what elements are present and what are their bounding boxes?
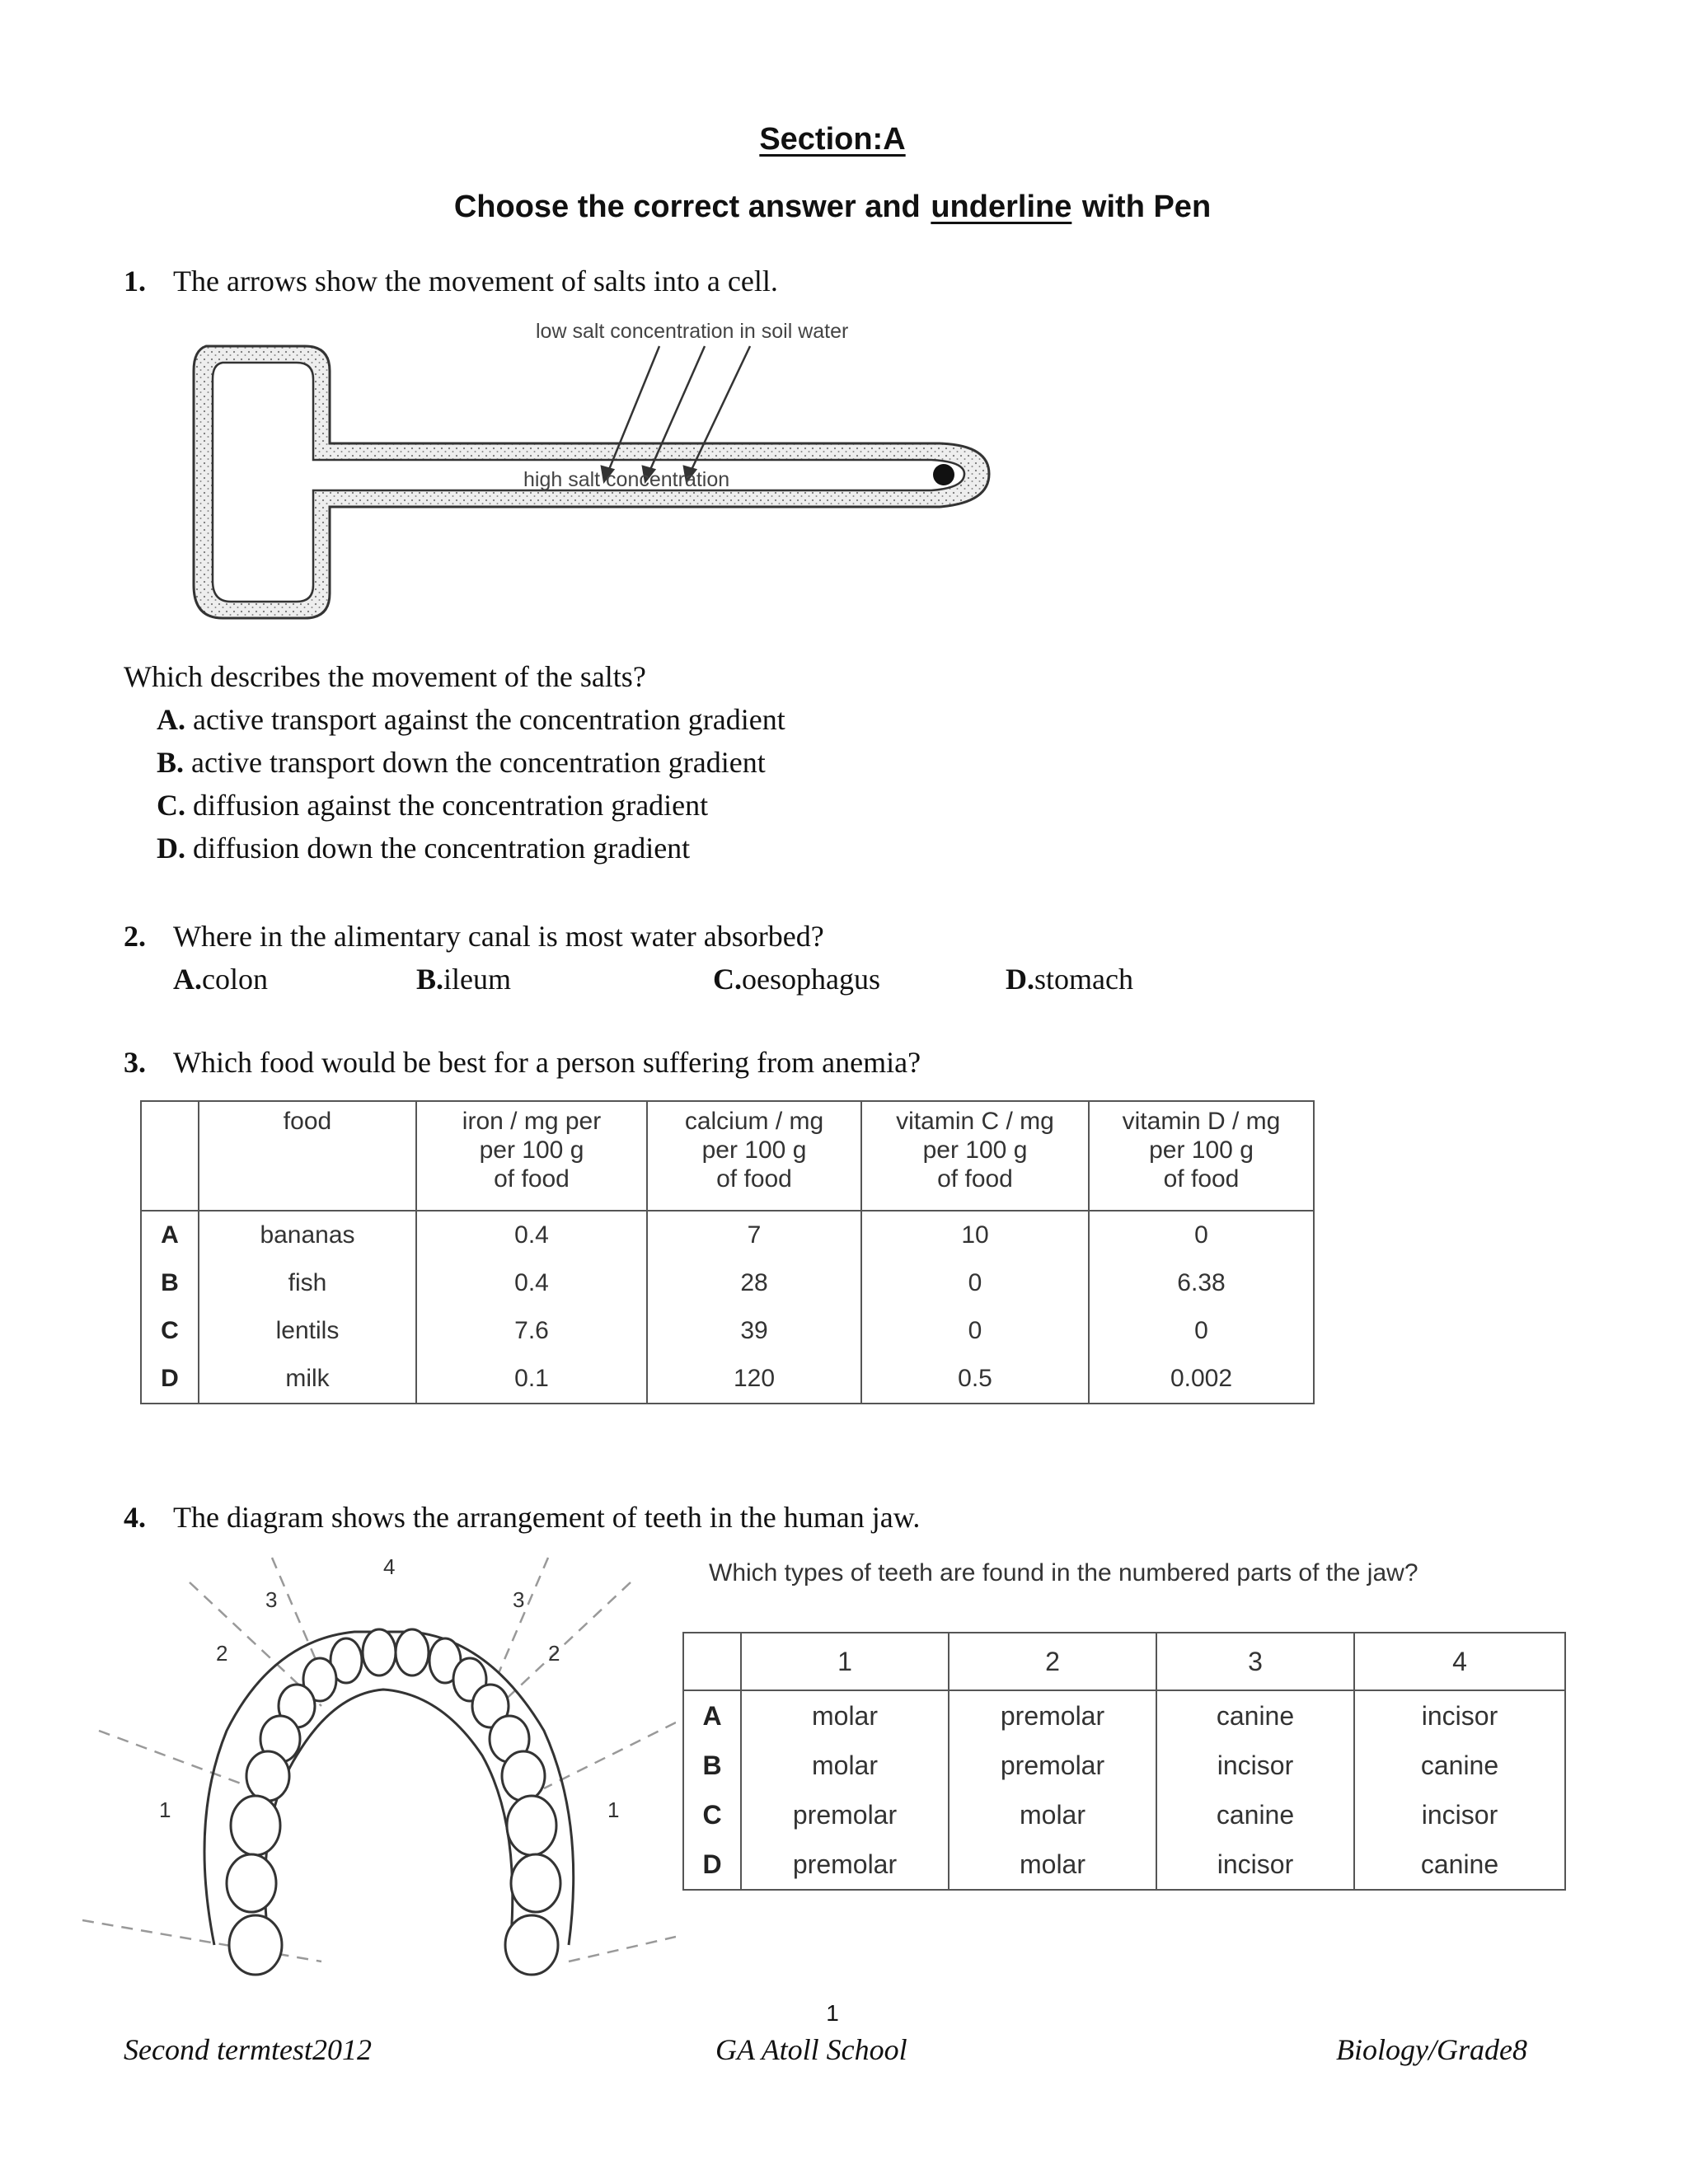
- table-row: [141, 1259, 1314, 1307]
- jaw-label-3-left: 3: [265, 1587, 278, 1612]
- q4-number: 4.: [124, 1501, 146, 1534]
- table-header-row: [683, 1633, 1565, 1690]
- table-row: [141, 1211, 1314, 1259]
- table-row: [683, 1790, 1565, 1840]
- q4-text: The diagram shows the arrangement of teeth in the human jaw.: [173, 1501, 921, 1534]
- table-cell: 0: [861, 1307, 1089, 1355]
- q1-option-a: [157, 702, 785, 737]
- header-cell: vitamin C / mg per 100 g of food: [861, 1101, 1089, 1211]
- q1-option-d: [157, 831, 690, 865]
- table-row: [141, 1307, 1314, 1355]
- row-label: C: [683, 1790, 741, 1840]
- table-cell: premolar: [949, 1690, 1156, 1741]
- header-cell: vitamin D / mg per 100 g of food: [1089, 1101, 1314, 1211]
- table-cell: 7: [647, 1211, 861, 1259]
- table-cell: premolar: [741, 1790, 949, 1840]
- header-cell: 3: [1156, 1633, 1354, 1690]
- header-cell: calcium / mg per 100 g of food: [647, 1101, 861, 1211]
- jaw-label-1-right: 1: [607, 1797, 620, 1822]
- table-cell: 7.6: [416, 1307, 647, 1355]
- table-cell: premolar: [741, 1840, 949, 1890]
- table-cell: canine: [1156, 1690, 1354, 1741]
- q2-option-b: [416, 962, 511, 996]
- option-letter: A.: [173, 963, 202, 996]
- q4-question: Which types of teeth are found in the numbered parts of the jaw?: [709, 1559, 1418, 1586]
- option-text: stomach: [1034, 963, 1133, 996]
- nutrition-table: [140, 1100, 1315, 1404]
- option-letter: C.: [713, 963, 742, 996]
- jaw-label-3-right: 3: [513, 1587, 525, 1612]
- table-row: [683, 1840, 1565, 1890]
- header-cell: [683, 1633, 741, 1690]
- table-cell: 10: [861, 1211, 1089, 1259]
- table-row: [683, 1741, 1565, 1790]
- table-cell: fish: [199, 1259, 416, 1307]
- option-text: diffusion against the concentration gradient: [185, 789, 709, 822]
- jaw-region-labels: [159, 1554, 619, 1822]
- header-cell: 1: [741, 1633, 949, 1690]
- q1-option-b: [157, 745, 766, 780]
- option-text: active transport against the concentration gradient: [185, 703, 785, 736]
- table-cell: incisor: [1354, 1690, 1565, 1741]
- option-letter: B.: [416, 963, 444, 996]
- table-cell: bananas: [199, 1211, 416, 1259]
- row-label: D: [141, 1355, 199, 1404]
- jaw-label-1-left: 1: [159, 1797, 171, 1822]
- section-title-text: Section:A: [759, 122, 906, 157]
- table-cell: incisor: [1156, 1840, 1354, 1890]
- table-cell: canine: [1156, 1790, 1354, 1840]
- q3-text: Which food would be best for a person suffering from anemia?: [173, 1046, 921, 1079]
- table-cell: 0.5: [861, 1355, 1089, 1404]
- q1-question: Which describes the movement of the salts?: [124, 660, 646, 693]
- row-label: D: [683, 1840, 741, 1890]
- q1-number: 1.: [124, 265, 146, 298]
- table-cell: milk: [199, 1355, 416, 1404]
- q1-option-c: [157, 788, 708, 823]
- q1-text: The arrows show the movement of salts into a cell.: [173, 265, 778, 298]
- header-cell: [199, 1101, 416, 1211]
- option-letter: D.: [1006, 963, 1034, 996]
- q2-stem: [124, 919, 824, 954]
- root-hair-cell-diagram: [173, 313, 1014, 635]
- table-cell: 28: [647, 1259, 861, 1307]
- human-jaw-diagram: [82, 1549, 676, 1978]
- table-header-row: [141, 1101, 1314, 1211]
- option-letter: B.: [157, 746, 185, 779]
- header-cell: iron / mg per per 100 g of food: [416, 1101, 647, 1211]
- option-letter: A.: [157, 703, 185, 736]
- table-cell: 0: [1089, 1307, 1314, 1355]
- nucleus: [933, 464, 954, 485]
- section-title: [0, 122, 1665, 157]
- table-cell: 39: [647, 1307, 861, 1355]
- option-text: diffusion down the concentration gradient: [185, 832, 691, 865]
- region-divider-lines: [82, 1558, 676, 1961]
- row-label: C: [141, 1307, 199, 1355]
- option-text: oesophagus: [742, 963, 880, 996]
- row-label: A: [141, 1211, 199, 1259]
- table-cell: 120: [647, 1355, 861, 1404]
- header-cell: [141, 1101, 199, 1211]
- instruction-suffix: with Pen: [1081, 190, 1212, 224]
- table-cell: 0: [861, 1259, 1089, 1307]
- table-cell: premolar: [949, 1741, 1156, 1790]
- jaw-label-2-left: 2: [216, 1641, 228, 1666]
- table-cell: 6.38: [1089, 1259, 1314, 1307]
- table-cell: canine: [1354, 1840, 1565, 1890]
- instruction-prefix: Choose the correct answer and: [453, 190, 921, 224]
- instruction-underlined: underline: [931, 190, 1072, 224]
- q2-option-c: [713, 962, 880, 996]
- header-cell: 2: [949, 1633, 1156, 1690]
- header-text: food: [283, 1108, 332, 1135]
- label-low-salt: low salt concentration in soil water: [536, 320, 849, 343]
- q2-option-d: [1006, 962, 1133, 996]
- row-label: A: [683, 1690, 741, 1741]
- option-text: ileum: [443, 963, 511, 996]
- q2-option-a: [173, 962, 268, 996]
- q2-text: Where in the alimentary canal is most water absorbed?: [173, 920, 824, 953]
- footer-right: Biology/Grade8: [1336, 2033, 1527, 2066]
- table-cell: 0.1: [416, 1355, 647, 1404]
- header-cell: 4: [1354, 1633, 1565, 1690]
- table-cell: incisor: [1156, 1741, 1354, 1790]
- option-text: active transport down the concentration gradient: [184, 746, 766, 779]
- jaw-label-4: 4: [383, 1554, 396, 1579]
- footer-left: Second termtest2012: [124, 2033, 372, 2066]
- option-letter: C.: [157, 789, 185, 822]
- row-label: B: [683, 1741, 741, 1790]
- jaw-label-2-right: 2: [548, 1641, 560, 1666]
- q3-number: 3.: [124, 1046, 146, 1079]
- option-text: colon: [202, 963, 268, 996]
- page-number: 1: [826, 2000, 839, 2026]
- q1-stem: [124, 264, 778, 298]
- table-cell: molar: [949, 1840, 1156, 1890]
- q2-number: 2.: [124, 920, 146, 953]
- row-label: B: [141, 1259, 199, 1307]
- instruction: [0, 190, 1665, 225]
- table-cell: 0.4: [416, 1259, 647, 1307]
- table-cell: 0.002: [1089, 1355, 1314, 1404]
- table-cell: 0.4: [416, 1211, 647, 1259]
- table-row: [141, 1355, 1314, 1404]
- table-cell: molar: [741, 1741, 949, 1790]
- table-row: [683, 1690, 1565, 1741]
- table-cell: molar: [949, 1790, 1156, 1840]
- table-cell: lentils: [199, 1307, 416, 1355]
- option-letter: D.: [157, 832, 185, 865]
- q4-stem: [124, 1500, 920, 1535]
- label-high-salt: high salt concentration: [523, 468, 730, 491]
- table-cell: canine: [1354, 1741, 1565, 1790]
- teeth-table: [682, 1632, 1566, 1891]
- table-cell: incisor: [1354, 1790, 1565, 1840]
- table-cell: 0: [1089, 1211, 1314, 1259]
- table-cell: molar: [741, 1690, 949, 1741]
- q3-stem: [124, 1045, 921, 1080]
- footer-center: GA Atoll School: [715, 2033, 907, 2066]
